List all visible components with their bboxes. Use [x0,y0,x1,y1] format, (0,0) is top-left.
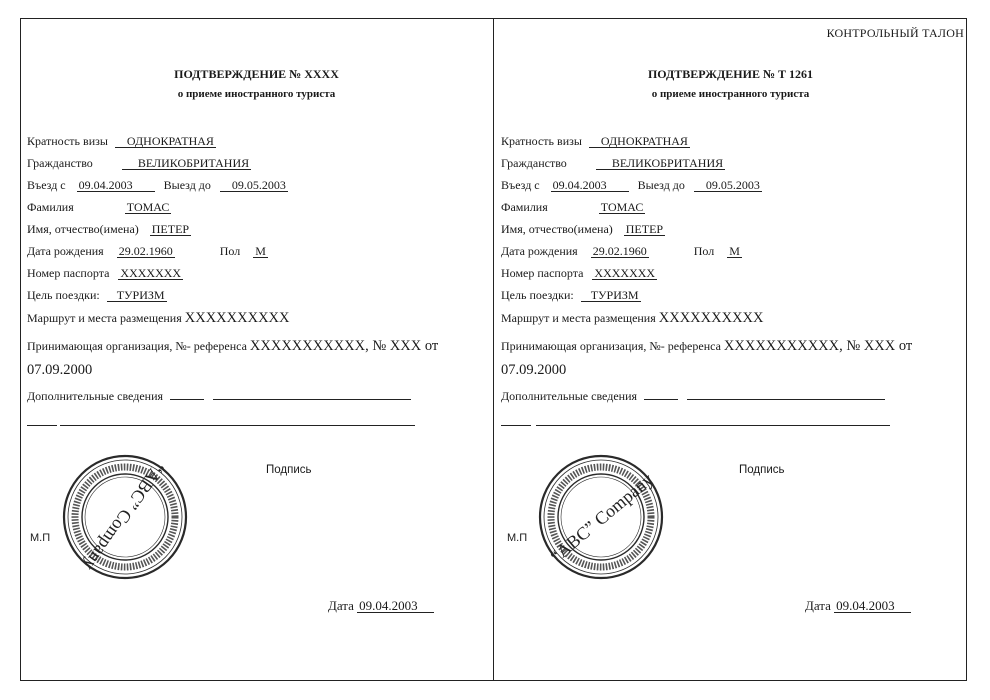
date-label: Дата [328,598,354,613]
stamp-text: “ABC” Company [546,469,657,567]
extra-line-2b [60,425,415,426]
surname-value: ТОМАС [126,200,170,214]
citizenship-row [501,156,725,171]
route-label: Маршрут и места размещения [501,311,656,325]
company-stamp [536,452,666,582]
purpose-row [27,288,167,303]
signature-label: Подпись [266,464,312,476]
confirmation-form-right [494,18,967,681]
dates-row [27,178,288,193]
passport-row [27,266,183,281]
control-stub-label: КОНТРОЛЬНЫЙ ТАЛОН [826,26,964,40]
visa-value: ОДНОКРАТНАЯ [589,135,690,148]
organization-row [27,338,438,355]
passport-row [501,266,657,281]
passport-label: Номер паспорта [501,266,584,280]
organization-date: 07.09.2000 [27,362,93,378]
form-subtitle: о приеме иностранного туриста [177,88,336,100]
surname-row [501,200,645,215]
route-label: Маршрут и места размещения [27,311,182,325]
sex-label: Пол [219,244,241,258]
purpose-label: Цель поездки: [27,288,100,302]
form-title: ПОДТВЕРЖДЕНИЕ № Т 1261 [647,67,814,81]
surname-row [27,200,171,215]
dates-row [501,178,762,193]
date-row [328,598,434,614]
birth-date-label: Дата рождения [27,244,104,258]
extra-line-2a [501,425,531,426]
route-value: XXXXXXXXXX [658,310,764,326]
birth-date-value: 29.02.1960 [592,244,647,258]
passport-label: Номер паспорта [27,266,110,280]
extra-info-row [501,388,885,404]
form-title: ПОДТВЕРЖДЕНИЕ № XXXX [174,67,339,81]
seal-place-label: М.П [30,532,51,544]
visa-label: Кратность визы [27,134,108,148]
name-row [27,222,191,237]
sex-label: Пол [693,244,715,258]
sex-value: М [255,244,266,258]
signature-label: Подпись [739,464,785,476]
citizenship-value: ВЕЛИКОБРИТАНИЯ [596,157,725,170]
confirmation-form-left [20,18,493,681]
date-row [805,598,911,614]
organization-value: XXXXXXXXXXX, № XXX от [249,338,439,354]
purpose-label: Цель поездки: [501,288,574,302]
route-row [27,310,289,327]
exit-value: 09.05.2003 [694,179,762,192]
purpose-row [501,288,641,303]
citizenship-label: Гражданство [501,156,567,170]
birth-row [27,244,268,259]
stamp-text: “ABC” Company [79,458,169,575]
purpose-value: ТУРИЗМ [581,289,641,302]
extra-info-short-line [644,388,678,400]
date-value: 09.04.2003 [357,600,434,613]
birth-date-value: 29.02.1960 [118,244,173,258]
form-subtitle: о приеме иностранного туриста [651,88,810,100]
exit-label: Выезд до [163,178,211,192]
sex-value: М [729,244,740,258]
extra-info-long-line [687,388,885,400]
entry-label: Въезд с [501,178,540,192]
date-value: 09.04.2003 [834,600,911,613]
organization-date: 07.09.2000 [501,362,567,378]
birth-date-label: Дата рождения [501,244,578,258]
name-label: Имя, отчество(имена) [27,222,139,236]
entry-value: 09.04.2003 [551,179,629,192]
surname-label: Фамилия [501,200,548,214]
birth-row [501,244,742,259]
route-value: XXXXXXXXXX [184,310,290,326]
surname-label: Фамилия [27,200,74,214]
extra-info-short-line [170,388,204,400]
name-value: ПЕТЕР [625,222,664,236]
seal-place-label: М.П [507,532,528,544]
visa-value: ОДНОКРАТНАЯ [115,135,216,148]
visa-row [27,134,216,149]
visa-label: Кратность визы [501,134,582,148]
passport-value: XXXXXXX [594,266,656,280]
citizenship-value: ВЕЛИКОБРИТАНИЯ [122,157,251,170]
passport-value: XXXXXXX [120,266,182,280]
exit-label: Выезд до [637,178,685,192]
organization-label: Принимающая организация, №- референса [27,339,247,353]
purpose-value: ТУРИЗМ [107,289,167,302]
entry-label: Въезд с [27,178,66,192]
extra-info-label: Дополнительные сведения [501,389,638,403]
route-row [501,310,763,327]
citizenship-row [27,156,251,171]
organization-label: Принимающая организация, №- референса [501,339,721,353]
extra-info-label: Дополнительные сведения [27,389,164,403]
name-label: Имя, отчество(имена) [501,222,613,236]
citizenship-label: Гражданство [27,156,93,170]
organization-row [501,338,912,355]
extra-line-2b [536,425,890,426]
extra-info-long-line [213,388,411,400]
extra-info-row [27,388,411,404]
name-row [501,222,665,237]
visa-row [501,134,690,149]
name-value: ПЕТЕР [151,222,190,236]
exit-value: 09.05.2003 [220,179,288,192]
company-stamp [60,452,190,582]
date-label: Дата [805,598,831,613]
organization-value: XXXXXXXXXXX, № XXX от [723,338,913,354]
surname-value: ТОМАС [600,200,644,214]
entry-value: 09.04.2003 [77,179,155,192]
extra-line-2a [27,425,57,426]
